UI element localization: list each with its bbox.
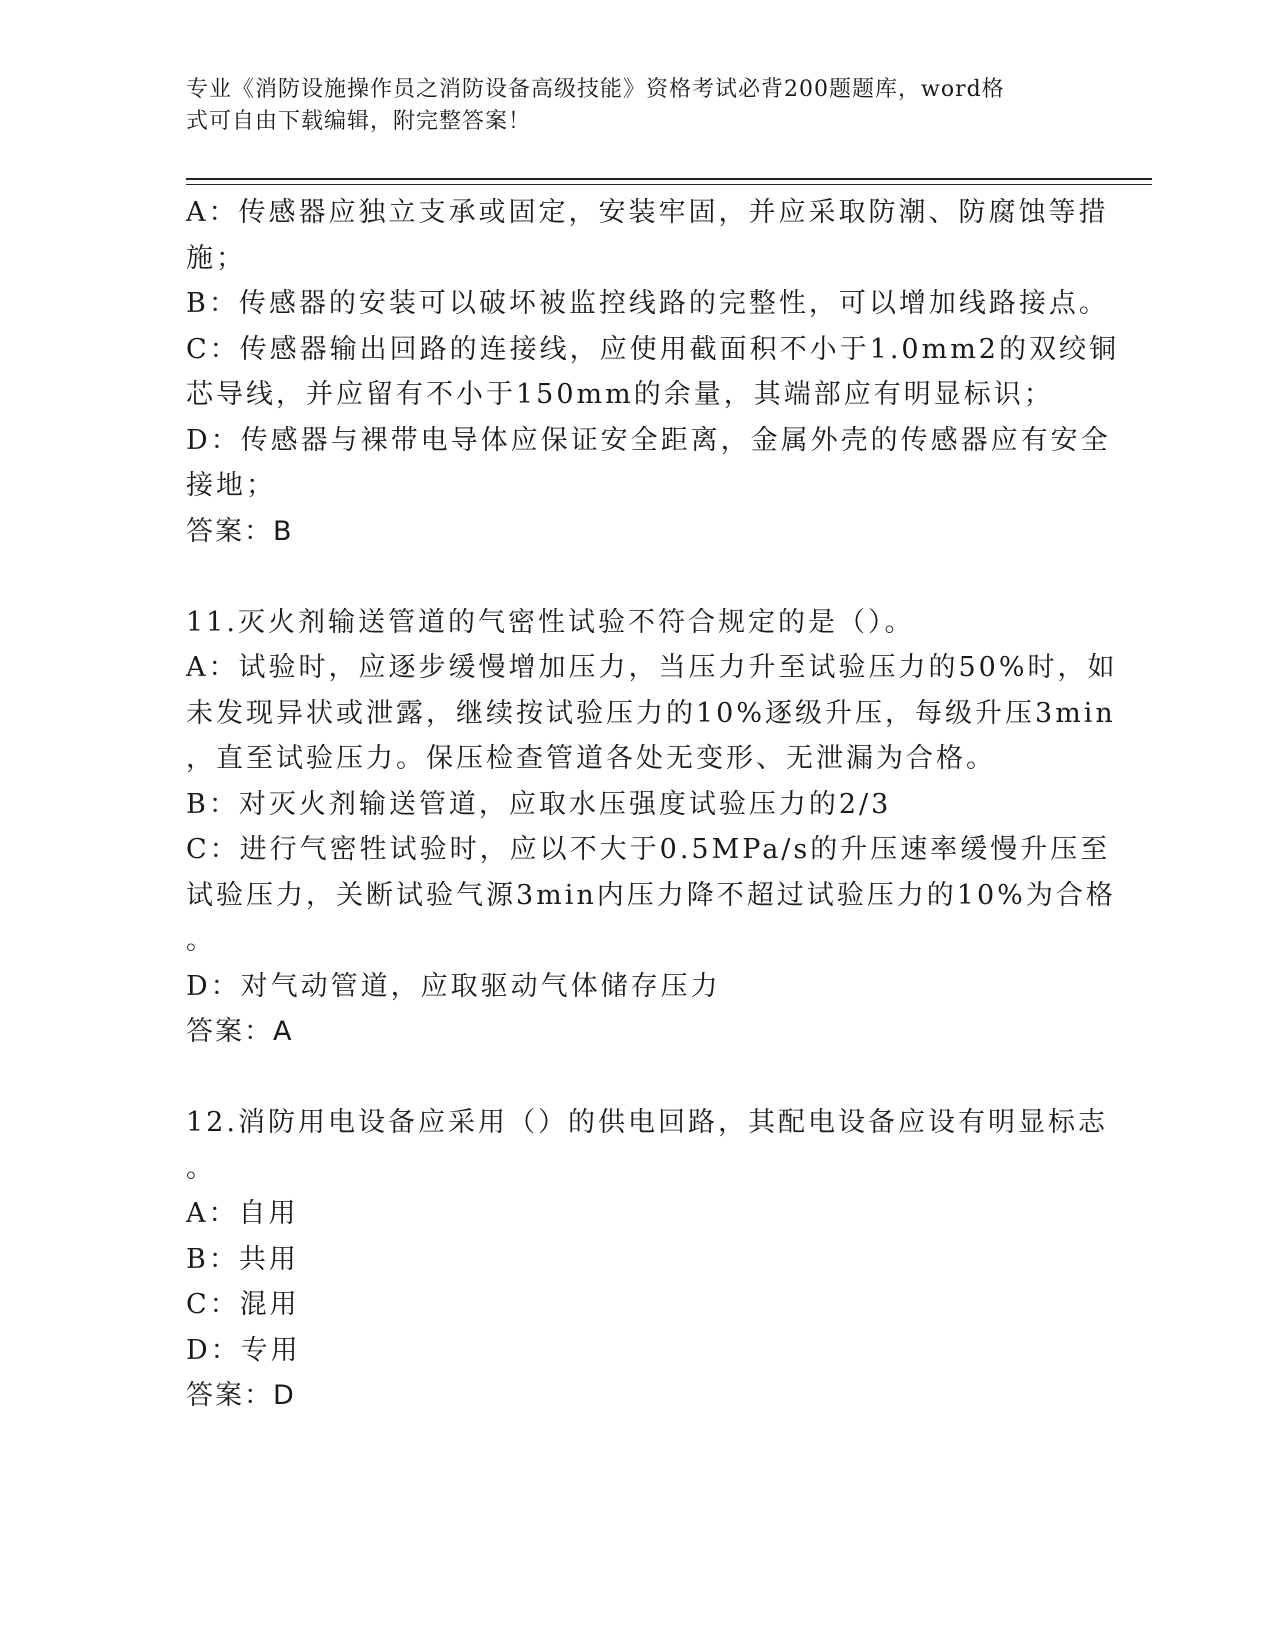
option-d-line-1: D：对气动管道，应取驱动气体储存压力 (186, 970, 721, 1002)
option-a-line-1: A：自用 (186, 1198, 299, 1229)
question-spacer (186, 554, 1086, 600)
option-a-line-1: A：传感器应独立支承或固定，安装牢固，并应采取防潮、防腐蚀等措 (186, 197, 1109, 228)
option-d-line-2: 接地； (186, 470, 276, 501)
answer-label: 答案：D (186, 1380, 296, 1411)
header-line-2: 式可自由下载编辑，附完整答案！ (186, 109, 532, 134)
question-12 (186, 1100, 1108, 1419)
option-c-line-2: 试验压力，关断试验气源3min内压力降不超过试验压力的10%为合格 (186, 879, 1116, 911)
option-c-line-1: C：进行气密牲试验时，应以不大于0.5MPa/s的升压速率缓慢升压至 (186, 834, 1111, 865)
question-spacer (186, 1055, 1086, 1101)
option-a-line-1: A：试验时，应逐步缓慢增加压力，当压力升至试验压力的50%时，如 (186, 652, 1118, 683)
option-d-line-1: D：专用 (186, 1334, 301, 1366)
document-header (186, 74, 1086, 138)
option-b-line-1: B：共用 (186, 1243, 299, 1275)
option-c-line-2: 芯导线，并应留有不小于150mm的余量，其端部应有明显标识； (186, 379, 1054, 410)
header-divider-thick (186, 178, 1152, 180)
question-list (186, 190, 1119, 1419)
option-a-line-3: ，直至试验压力。保压检查管道各处无变形、无泄漏为合格。 (186, 743, 996, 774)
option-b-line-1: B：对灭火剂输送管道，应取水压强度试验压力的2/3 (186, 788, 892, 820)
option-c-line-1: C：混用 (186, 1289, 300, 1320)
option-b-line-1: B：传感器的安装可以破坏被监控线路的完整性，可以增加线路接点。 (186, 288, 1109, 319)
answer-label: 答案：A (186, 1016, 294, 1047)
option-a-line-2: 施； (186, 242, 246, 274)
header-line-1: 专业《消防设施操作员之消防设备高级技能》资格考试必背200题题库，word格 (186, 77, 1005, 102)
question-stem-line-2: 。 (186, 1152, 216, 1184)
option-c-line-3: 。 (186, 925, 216, 956)
option-a-line-2: 未发现异状或泄露，继续按试验压力的10%逐级升压，每级升压3min (186, 697, 1116, 729)
header-divider-thin (186, 184, 1152, 185)
question-10 (186, 190, 1119, 554)
question-11 (186, 600, 1118, 1055)
option-c-line-1: C：传感器输出回路的连接线，应使用截面积不小于1.0mm2的双绞铜 (186, 333, 1119, 365)
answer-label: 答案：B (186, 515, 294, 547)
question-stem-line-1: 12.消防用电设备应采用（）的供电回路，其配电设备应设有明显标志 (186, 1107, 1108, 1138)
option-d-line-1: D：传感器与裸带电导体应保证安全距离，金属外壳的传感器应有安全 (186, 424, 1111, 456)
question-stem: 11.灭火剂输送管道的气密性试验不符合规定的是（）。 (186, 606, 915, 638)
